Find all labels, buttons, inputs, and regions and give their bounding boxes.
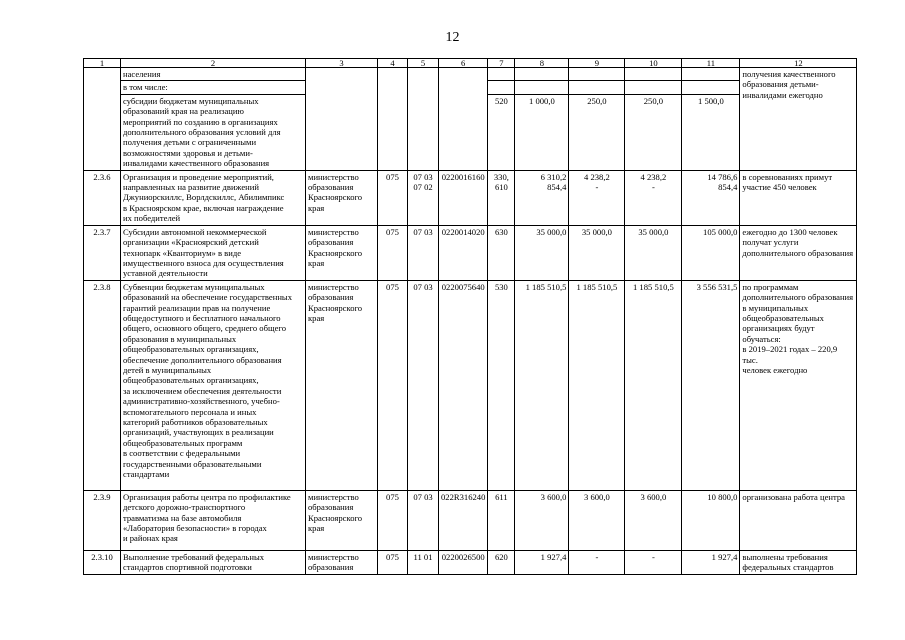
cell-executor: министерство образования Красноярского края [306, 170, 378, 225]
cell-vr: 620 [488, 550, 515, 574]
cell-number: 2.3.10 [84, 550, 121, 574]
cell-vr: 611 [488, 490, 515, 550]
col-header: 9 [569, 59, 625, 68]
col-header: 7 [488, 59, 515, 68]
cell-name: населения [121, 68, 306, 81]
program-measures-table [83, 58, 857, 575]
cell-grbs: 075 [378, 225, 408, 280]
cell-total: 1 500,0 [682, 94, 740, 170]
cell-vr: 630 [488, 225, 515, 280]
table-row [84, 170, 857, 225]
cell-vr: 330, 610 [488, 170, 515, 225]
cell-total: 10 800,0 [682, 490, 740, 550]
cell-year3: 3 600,0 [625, 490, 682, 550]
cell-name: Выполнение требований федеральных стандартов спортивной подготовки [121, 550, 306, 574]
cell-year3: 4 238,2 - [625, 170, 682, 225]
cell-rzpr: 07 03 [408, 490, 439, 550]
cell-name: Организация работы центра по профилактике детского дорожно-транспортного травматизма на базе автомобиля «Лаборатория безопасности» в городах и районах края [121, 490, 306, 550]
cell-result: ежегодно до 1300 человек получат услуги дополнительного образования [740, 225, 857, 280]
cell-year3: 250,0 [625, 94, 682, 170]
cell-year1: 1 000,0 [515, 94, 569, 170]
col-header: 3 [306, 59, 378, 68]
column-number-row [84, 59, 857, 68]
cell-total: 3 556 531,5 [682, 280, 740, 490]
cell-grbs: 075 [378, 280, 408, 490]
cell-rzpr: 11 01 [408, 550, 439, 574]
cell-executor: министерство образования Красноярского края [306, 225, 378, 280]
cell-csr: 022R316240 [439, 490, 488, 550]
cell-grbs: 075 [378, 550, 408, 574]
col-header: 12 [740, 59, 857, 68]
col-header: 6 [439, 59, 488, 68]
col-header: 11 [682, 59, 740, 68]
cell-year1: 6 310,2 854,4 [515, 170, 569, 225]
col-header: 1 [84, 59, 121, 68]
table-row [84, 490, 857, 550]
table-row [84, 550, 857, 574]
cell-year1: 35 000,0 [515, 225, 569, 280]
cell-number: 2.3.7 [84, 225, 121, 280]
cell-year2: 3 600,0 [569, 490, 625, 550]
cell-year2: 35 000,0 [569, 225, 625, 280]
page-number: 12 [445, 30, 460, 45]
table-row [84, 68, 857, 81]
col-header: 8 [515, 59, 569, 68]
cell-vr: 530 [488, 280, 515, 490]
cell-grbs: 075 [378, 170, 408, 225]
cell-name: субсидии бюджетам муниципальных образований края на реализацию мероприятий по созданию в организациях дополнительного образования условий для получения детьми с ограниченными возможностями здоровья и детьми- инвалидами качественного образования [121, 94, 306, 170]
cell-year3: - [625, 550, 682, 574]
cell-csr: 0220026500 [439, 550, 488, 574]
cell-result: в соревнованиях примут участие 450 человек [740, 170, 857, 225]
cell-rzpr: 07 03 [408, 280, 439, 490]
cell-csr: 0220014020 [439, 225, 488, 280]
cell-year1: 3 600,0 [515, 490, 569, 550]
cell-number: 2.3.8 [84, 280, 121, 490]
cell-name: Субсидии автономной некоммерческой организации «Красноярский детский технопарк «Кванториум» в виде имущественного взноса для осуществления уставной деятельности [121, 225, 306, 280]
cell-result: по программам дополнительного образования в муниципальных общеобразовательных организациях будут обучаться: в 2019–2021 годах – 220,9 тыс. человек ежегодно [740, 280, 857, 490]
cell-rzpr: 07 03 07 02 [408, 170, 439, 225]
table-row [84, 280, 857, 490]
cell-rzpr: 07 03 [408, 225, 439, 280]
cell-result: организована работа центра [740, 490, 857, 550]
cell-csr: 0220075640 [439, 280, 488, 490]
cell-year3: 1 185 510,5 [625, 280, 682, 490]
cell-number: 2.3.9 [84, 490, 121, 550]
table-row [84, 225, 857, 280]
col-header: 5 [408, 59, 439, 68]
cell-year2: - [569, 550, 625, 574]
cell-total: 105 000,0 [682, 225, 740, 280]
cell-year1: 1 185 510,5 [515, 280, 569, 490]
cell-csr: 0220016160 [439, 170, 488, 225]
cell-vr: 520 [488, 94, 515, 170]
cell-executor: министерство образования Красноярского края [306, 490, 378, 550]
cell-result: получения качественного образования детьми- инвалидами ежегодно [740, 68, 857, 171]
cell-number: 2.3.6 [84, 170, 121, 225]
cell-result: выполнены требования федеральных стандартов [740, 550, 857, 574]
cell-total: 14 786,6 854,4 [682, 170, 740, 225]
cell-year2: 250,0 [569, 94, 625, 170]
cell-total: 1 927,4 [682, 550, 740, 574]
cell-grbs: 075 [378, 490, 408, 550]
cell-name: Субвенции бюджетам муниципальных образований на обеспечение государственных гарантий реализации прав на получение общедоступного и бесплатного начального общего, основного общего, среднего общего образования в муниципальных общеобразовательных организациях, обеспечение дополнительного образования детей в муниципальных общеобразовательных организациях, за исключением обеспечения деятельности административно-хозяйственного, учебно- вспомогательного персонала и иных категорий работников образовательных организаций, участвующих в реализации общеобразовательных программ в соответствии с федеральными государственными образовательными стандартами [121, 280, 306, 490]
cell-name: Организация и проведение мероприятий, направленных на развитие движений Джуниорскиллс, Ворлдскиллс, Абилимпикс в Красноярском крае, включая награждение их победителей [121, 170, 306, 225]
cell-name: в том числе: [121, 81, 306, 94]
cell-year1: 1 927,4 [515, 550, 569, 574]
col-header: 2 [121, 59, 306, 68]
cell-executor: министерство образования [306, 550, 378, 574]
cell-year3: 35 000,0 [625, 225, 682, 280]
col-header: 10 [625, 59, 682, 68]
cell-year2: 1 185 510,5 [569, 280, 625, 490]
cell-executor: министерство образования Красноярского края [306, 280, 378, 490]
cell-year2: 4 238,2 - [569, 170, 625, 225]
col-header: 4 [378, 59, 408, 68]
